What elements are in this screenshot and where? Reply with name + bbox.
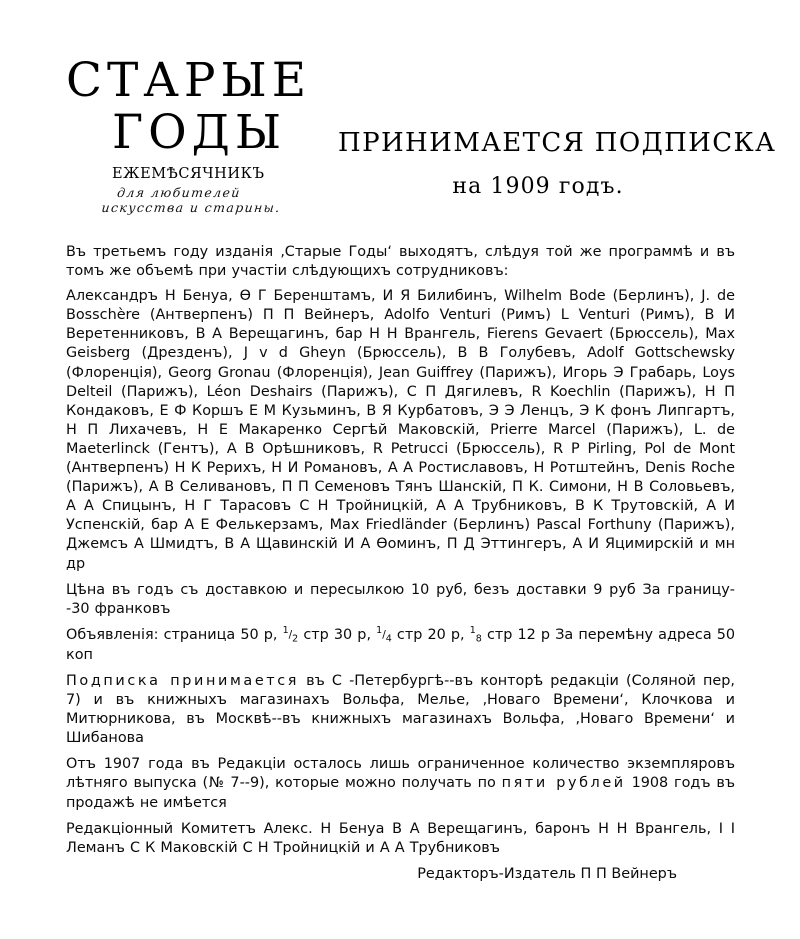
ads-half-unit: стр 30 р, — [303, 626, 372, 643]
fraction-slash: / — [382, 628, 386, 641]
fraction-denominator: 8 — [475, 633, 482, 645]
body-text — [66, 243, 735, 884]
masthead — [0, 0, 800, 216]
subscription-emphasis: Подписка принимается — [66, 672, 300, 689]
journal-tagline-line-1: для любителей — [116, 185, 242, 201]
ads-eighth-unit: стр 12 р — [486, 626, 551, 643]
journal-title-line-2: ГОДЫ — [112, 105, 287, 161]
editor-publisher-signature: Редакторъ-Издатель П П Вейнеръ — [417, 865, 677, 882]
subscription-year: на 1909 годъ. — [452, 174, 624, 199]
editorial-committee-paragraph: Редакцiонный Комитетъ Алекс. Н Бенуа В А Верещагинъ, баронъ Н Н Врангель, I I Леманъ С К Маковскiй С Н Тройницкiй и А А Трубниковъ — [66, 820, 735, 856]
journal-tagline — [100, 185, 308, 216]
subscription-places-paragraph — [66, 672, 735, 748]
fraction-denominator: 4 — [385, 633, 392, 645]
advertising-rates-paragraph — [66, 626, 735, 665]
fraction-numerator: 1 — [282, 624, 289, 636]
fraction-denominator: 2 — [292, 633, 299, 645]
subscription-rest: въ С -Петербургѣ--въ конторѣ редакцiи (Соляной пер, 7) и въ книжныхъ магазинахъ Вольфа, Мелье, ‚Новаго Времени‘, Клочкова и Митюрникова, въ Москвѣ--въ книжныхъ магазинахъ Вольфа, ‚Новаго Времени‘ и Шибанова — [66, 672, 735, 747]
ads-quarter-unit: стр 20 р, — [396, 626, 465, 643]
fraction-one-half — [283, 625, 299, 645]
back-issues-paragraph — [66, 755, 735, 812]
fraction-one-eighth — [470, 625, 482, 644]
back-issues-price-emphasis: пяти рублей — [501, 775, 626, 792]
ads-prefix: Объявленiя: страница 50 р, — [66, 626, 278, 643]
journal-tagline-line-2: искусства и старины. — [100, 200, 282, 216]
back-issues-part-2: 1908 годъ въ продажѣ не имѣется — [66, 775, 735, 811]
subscription-heading: ПРИНИМАЕТСЯ ПОДПИСКА — [338, 128, 777, 158]
fraction-numerator: 1 — [376, 624, 383, 636]
fraction-slash: / — [288, 628, 293, 641]
price-paragraph: Цѣна въ годъ съ доставкою и пересылкою 10 руб, безъ доставки 9 руб За границу--30 франковъ — [66, 581, 735, 617]
journal-masthead-left — [66, 53, 366, 216]
fraction-numerator: 1 — [469, 624, 476, 636]
ads-suffix: За перемѣну адреса 50 коп — [66, 626, 736, 663]
journal-title-line-1: СТАРЫЕ — [66, 53, 312, 108]
back-issues-part-1: Отъ 1907 года въ Редакцiи осталось лишь ограниченное количество экземпляровъ лѣтняго выпуска (№ 7--9), которые можно получать по — [66, 756, 735, 792]
subscription-headline-block — [338, 128, 777, 199]
fraction-one-quarter — [376, 625, 392, 645]
intro-paragraph: Въ третьемъ году изданiя ‚Старые Годы‘ выходятъ, слѣдуя той же программѣ и въ томъ же объемѣ при участiи слѣдующихъ сотрудниковъ: — [66, 244, 735, 280]
journal-periodicity-label: ЕЖЕМѢСЯЧНИКЪ — [112, 166, 265, 183]
contributors-paragraph: Александръ Н Бенуа, Ѳ Г Беренштамъ, И Я Билибинъ, Wilhelm Bode (Берлинъ), J. de Bosschère (Антверпенъ) П П Вейнеръ, Adolfo Venturi (Римъ) L Venturi (Римъ), В И Веретенниковъ, В А Верещагинъ, бар Н Н Врангель, Fierens Gevaert (Брюссель), Max Geisberg (Дрезденъ), J v d Gheyn (Брюссель), В В Голубевъ, Adolf Gottschewsky (Флоренцiя), Georg Gronau (Флоренцiя), Jean Guiffrey (Парижъ), Игорь Э Грабарь, Loys Delteil (Парижъ), Léon Deshairs (Парижъ), С П Дягилевъ, R Koechlin (Парижъ), Н П Кондаковъ, Е Ф Коршъ Е М Кузьминъ, В Я Курбатовъ, Э Э Ленцъ, Э К фонъ Липгартъ, Н П Лихачевъ, Н Е Макаренко Сергѣй Маковскiй, Prierre Marcel (Парижъ), L. de Maeterlinck (Гентъ), А В Орѣшниковъ, R Petrucci (Брюссель), R P Pirling, Pol de Mont (Антверпенъ) Н К Рерихъ, Н И Романовъ, А А Ростиславовъ, Н Ротштейнъ, Denis Roche (Парижъ), А В Селивановъ, П П Семеновъ Тянъ Шанскiй, П К. Симони, Н В Соловьевъ, А А Спицынъ, Н Г Тарасовъ С Н Тройницкiй, А А Трубниковъ, В К Трутовскiй, А И Успенскiй, бар А Е Фелькерзамъ, Max Friedländer (Берлинъ) Pascal Forthuny (Парижъ), Джемсъ А Шмидтъ, В А Щавинскiй И А Ѳоминъ, П Д Эттингеръ, А И Яцимирскiй и мн др — [66, 288, 735, 572]
